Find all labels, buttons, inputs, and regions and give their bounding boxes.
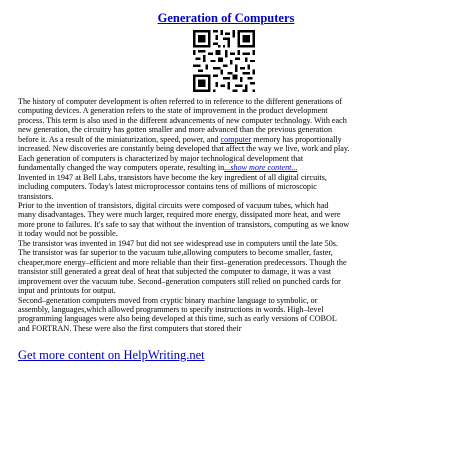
text-line: increased. New discoveries are constantly being developed that affect the way we live, work and play.	[18, 144, 350, 154]
text-line	[18, 163, 438, 172]
text-line: transistor still generated a great deal of heat that subjected the computer to damage, it was a vast	[18, 267, 332, 277]
text-line: improvement over the vacuum tube. Second–generation computers still relied on punched cards for	[18, 276, 341, 286]
text-line: Prior to the invention of transistors, digital circuits were composed of vacuum tubes, which had	[18, 200, 329, 210]
text-line: process. This term is also used in the different advancements of new computer technology. With each	[18, 115, 347, 125]
text-line	[18, 135, 438, 144]
text-line: assembly, languages,which allowed programmers to specify instructions in words. High–level	[18, 304, 324, 314]
text-line: many disadvantages. They were much larger, required more energy, dissipated more heat, and were	[18, 210, 341, 220]
text-line: input and printouts for output.	[18, 286, 116, 296]
text-line: programming languages were also being developed at this time, such as early versions of COBOL	[18, 314, 337, 324]
text-line: The history of computer development is often referred to in reference to the different generations of	[18, 97, 343, 106]
text-line: cheaper,more energy–efficient and more reliable than their first–generation predecessors. Though the	[18, 257, 347, 267]
text-line: Second–generation computers moved from cryptic binary machine language to symbolic, or	[18, 295, 318, 305]
computer-link[interactable]: computer	[220, 134, 252, 144]
text-line: transistors.	[18, 191, 54, 201]
text-line: new generation, the circuitry has gotten smaller and more advanced than the previous generation	[18, 125, 333, 135]
text-line: including computers. Today's latest microprocessor contains tens of millions of microscopic	[18, 182, 317, 192]
text-line: The transistor was invented in 1947 but did not see widespread use in computers until the late 50s.	[18, 238, 338, 248]
article-body	[18, 97, 438, 333]
show-more-link[interactable]: ...show more content...	[224, 163, 298, 173]
text-line: The transistor was far superior to the vacuum tube,allowing computers to become smaller, faster,	[18, 248, 333, 258]
text-line: Invented in 1947 at Bell Labs, transistors have become the key ingredient of all digital circuits,	[18, 172, 327, 182]
document-title[interactable]: Generation of Computers	[157, 11, 295, 25]
qr-code-icon	[193, 30, 255, 92]
text-segment: fundamentally changed the way computers operate, resulting in	[18, 163, 225, 173]
text-line: and FORTRAN. These were also the first computers that stored their	[18, 323, 242, 333]
text-line: it today would not be possible.	[18, 229, 118, 239]
text-line: more prone to failures. It's safe to say that without the invention of transistors, computing as we know	[18, 219, 350, 229]
helpwriting-link[interactable]: Get more content on HelpWriting.net	[18, 348, 205, 362]
text-line: computing devices. A generation refers to the state of improvement in the product development	[18, 106, 328, 116]
text-segment: before it. As a result of the miniaturization, speed, power, and	[18, 134, 221, 144]
text-segment: memory has proportionally	[251, 134, 342, 144]
text-line: Each generation of computers is characterized by major technological development that	[18, 153, 304, 163]
